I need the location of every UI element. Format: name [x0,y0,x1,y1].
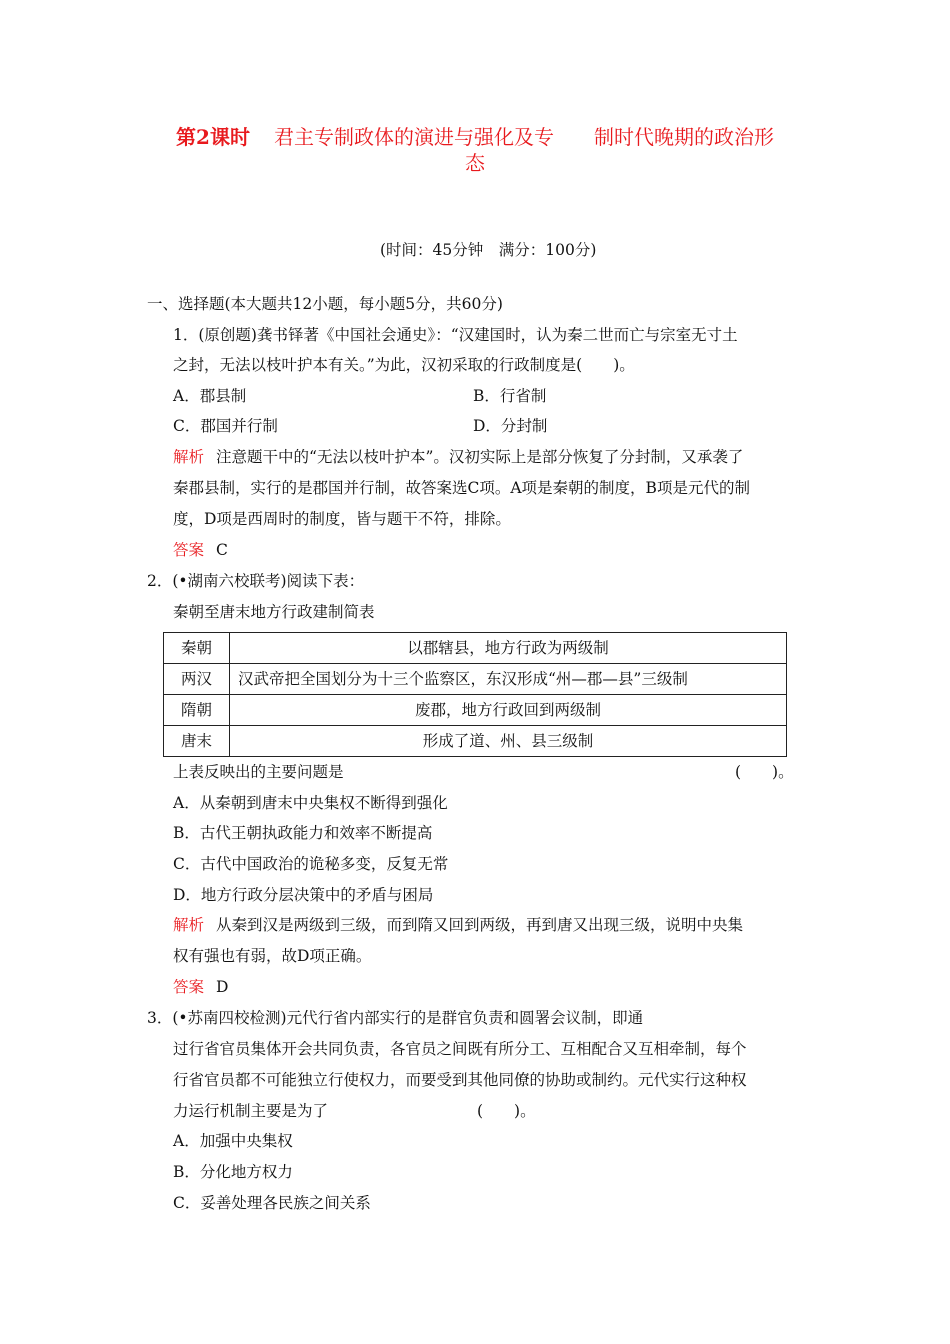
q1-analysis-text1: 注意题干中的“无法以枝叶护本”。汉初实际上是部分恢复了分封制，又承袭了 [216,448,744,466]
title-part2: 制时代晚期的政治形 [593,125,774,149]
table-cell-desc: 以郡辖县，地方行政为两级制 [230,633,787,664]
page-title-line2: 态 [465,151,485,175]
q3-option-b: B．分化地方权力 [173,1163,293,1181]
table-row [164,695,787,726]
q2-stem: 2．(•湖南六校联考)阅读下表： [147,572,365,590]
table-row [164,633,787,664]
q3-stem-line3: 行省官员都不可能独立行使权力，而要受到其他同僚的协助或制约。元代实行这种权 [173,1071,747,1089]
table-cell-dynasty: 唐末 [164,726,230,757]
q1-analysis-line1 [173,447,743,467]
q3-stem-line1: 3．(•苏南四校检测)元代行省内部实行的是群官负责和圆署会议制，即通 [147,1009,644,1027]
q2-answer-value: D [216,978,229,996]
title-part1: 君主专制政体的演进与强化及专 [273,125,554,149]
q2-question: 上表反映出的主要问题是 [173,763,344,781]
q2-option-c: C．古代中国政治的诡秘多变，反复无常 [173,855,449,873]
q2-answer [173,977,228,997]
q1-analysis-line3: 度，D项是西周时的制度，皆与题干不符，排除。 [173,510,511,528]
q3-option-a: A．加强中央集权 [173,1132,293,1150]
q2-answer-paren: ( )。 [735,763,794,781]
q1-answer [173,540,228,560]
q1-analysis-label: 解析 [173,448,205,466]
table-row [164,664,787,695]
q1-option-b: B．行省制 [473,387,547,405]
q3-stem-line4: 力运行机制主要是为了 [173,1102,329,1120]
table-cell-desc: 汉武帝把全国划分为十三个监察区，东汉形成“州—郡—县”三级制 [230,664,787,695]
q1-answer-label: 答案 [173,541,205,559]
q2-table-title: 秦朝至唐末地方行政建制简表 [173,603,375,621]
table-cell-dynasty: 两汉 [164,664,230,695]
title-lesson: 第2课时 [176,125,250,149]
q1-option-a: A．郡县制 [173,387,247,405]
table-row [164,726,787,757]
q1-stem-line1: 1．(原创题)龚书铎著《中国社会通史》：“汉建国时，认为秦二世而亡与宗室无寸土 [173,326,738,344]
q1-option-d: D．分封制 [473,417,548,435]
q2-table [163,632,787,757]
page-title [0,124,950,150]
q2-option-a: A．从秦朝到唐末中央集权不断得到强化 [173,794,448,812]
table-cell-dynasty: 隋朝 [164,695,230,726]
q2-answer-label: 答案 [173,978,205,996]
q1-option-c: C．郡国并行制 [173,417,278,435]
table-cell-desc: 形成了道、州、县三级制 [230,726,787,757]
q3-option-c: C．妥善处理各民族之间关系 [173,1194,371,1212]
q1-analysis-line2: 秦郡县制，实行的是郡国并行制，故答案选C项。A项是秦朝的制度，B项是元代的制 [173,479,750,497]
q1-answer-value: C [216,541,228,559]
q2-analysis-text1: 从秦到汉是两级到三级，而到隋又回到两级，再到唐又出现三级，说明中央集 [216,916,744,934]
table-cell-dynasty: 秦朝 [164,633,230,664]
q3-answer-paren: ( )。 [477,1102,536,1120]
q3-stem-line2: 过行省官员集体开会共同负责，各官员之间既有所分工、互相配合又互相牵制，每个 [173,1040,747,1058]
q2-option-d: D．地方行政分层决策中的矛盾与困局 [173,886,434,904]
q2-option-b: B．古代王朝执政能力和效率不断提高 [173,824,433,842]
q2-analysis-line2: 权有强也有弱，故D项正确。 [173,947,372,965]
q2-analysis-line1 [173,915,743,935]
table-cell-desc: 废郡，地方行政回到两级制 [230,695,787,726]
q1-stem-line2: 之封，无法以枝叶护本有关。”为此，汉初采取的行政制度是( )。 [173,356,635,374]
exam-meta: (时间：45分钟 满分：100分) [380,241,597,259]
section-heading: 一、选择题(本大题共12小题，每小题5分，共60分) [147,295,503,313]
q2-analysis-label: 解析 [173,916,205,934]
